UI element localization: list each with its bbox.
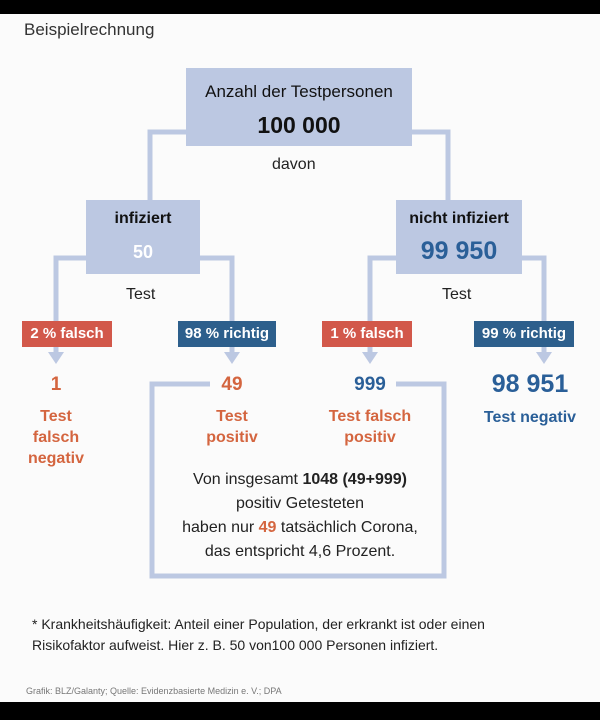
result-true-positive-value: 49 xyxy=(221,374,243,395)
not-infected-box xyxy=(396,200,522,274)
footnote xyxy=(32,614,562,656)
result-false-positive xyxy=(308,374,432,448)
root-box xyxy=(186,68,412,146)
page-title: Beispielrechnung xyxy=(24,20,155,39)
not-infected-value: 99 950 xyxy=(420,237,498,265)
result-true-negative-value: 98 951 xyxy=(491,370,569,398)
footnote-line-2: Risikofaktor aufweist. Hier z. B. 50 von100 000 Personen infiziert. xyxy=(32,637,439,653)
tag-2-percent-false: 2 % falsch xyxy=(22,321,112,347)
not-infected-label: nicht infiziert xyxy=(409,210,509,227)
footnote-line-1: * Krankheitshäufigkeit: Anteil einer Population, der erkrankt ist oder einen xyxy=(32,616,485,632)
arrow-3 xyxy=(362,352,378,364)
summary-p2: positiv Getesteten xyxy=(235,495,365,512)
summary-p3: haben nur xyxy=(182,519,255,536)
source-credit: Grafik: BLZ/Galanty; Quelle: Evidenzbasierte Medizin e. V.; DPA xyxy=(26,686,282,696)
connector-root-left xyxy=(150,132,186,200)
root-label: Anzahl der Testpersonen xyxy=(205,82,393,101)
arrow-4 xyxy=(536,352,552,364)
result-true-positive xyxy=(196,374,268,448)
arrow-1 xyxy=(48,352,64,364)
result-false-negative-desc: Test falsch negativ xyxy=(27,408,84,467)
tag-98-percent-correct: 98 % richtig xyxy=(178,321,276,347)
result-true-negative-desc: Test negativ xyxy=(483,409,577,426)
tag-1-percent-false: 1 % falsch xyxy=(322,321,412,347)
tag-99-percent-correct: 99 % richtig xyxy=(474,321,574,347)
infected-value: 50 xyxy=(132,242,154,262)
summary-p1: Von insgesamt xyxy=(193,471,298,488)
summary-total: 1048 (49+999) xyxy=(302,471,407,488)
summary-infected-count: 49 xyxy=(258,519,277,536)
infographic-canvas xyxy=(0,14,600,702)
infected-label: infiziert xyxy=(114,210,172,227)
arrow-2 xyxy=(224,352,240,364)
root-sub: davon xyxy=(272,156,316,173)
connector-root-right xyxy=(412,132,448,200)
result-false-negative xyxy=(20,374,92,469)
root-value: 100 000 xyxy=(257,112,341,138)
summary-p5: das entspricht 4,6 Prozent. xyxy=(204,543,396,560)
result-false-positive-value: 999 xyxy=(354,374,386,395)
summary-line-3 xyxy=(160,516,440,540)
not-infected-test-label: Test xyxy=(442,286,472,303)
summary-p4: tatsächlich Corona, xyxy=(280,519,418,536)
result-false-negative-value: 1 xyxy=(50,374,62,395)
result-true-positive-desc: Test positiv xyxy=(206,408,258,446)
infected-box xyxy=(86,200,200,274)
summary-line-1 xyxy=(160,468,440,492)
summary-text xyxy=(160,468,440,564)
result-false-positive-desc: Test falsch positiv xyxy=(328,408,412,446)
result-true-negative xyxy=(478,370,582,428)
infected-test-label: Test xyxy=(126,286,156,303)
